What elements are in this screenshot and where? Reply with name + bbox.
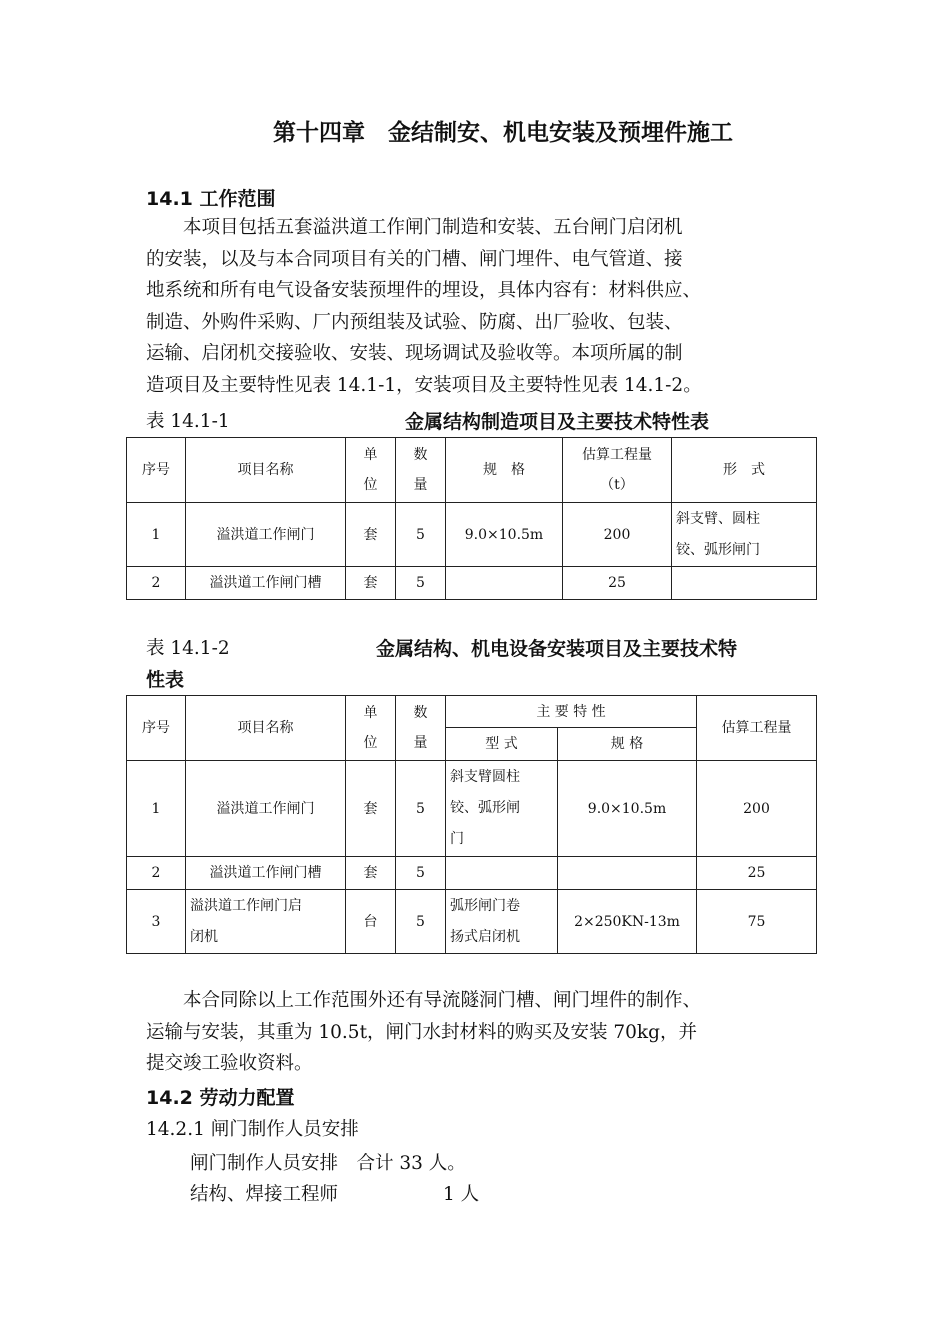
cell-unit: 台 [346,890,396,954]
cell-unit: 套 [346,857,396,890]
cell-no: 2 [127,857,186,890]
table-header-row [127,696,817,728]
header-qty: 数 量 [396,696,446,761]
cell-qty: 5 [396,761,446,857]
cell-weight: 75 [697,890,817,954]
header-main-features: 主 要 特 性 [446,696,697,728]
table-row [127,761,817,857]
table-manufacturing [126,437,817,600]
cell-unit: 套 [346,503,396,567]
header-weight: 估算工程量 [697,696,817,761]
cell-name: 溢洪道工作闸门 [186,761,346,857]
cell-form: 斜支臂、圆柱 铰、弧形闸门 [672,503,817,567]
cell-type: 弧形闸门卷 扬式启闭机 [446,890,558,954]
paragraph-line: 地系统和所有电气设备安装预埋件的埋设，具体内容有：材料供应、 [146,280,702,301]
paragraph-line: 运输与安装，其重为 10.5t，闸门水封材料的购买及安装 70kg，并 [146,1021,697,1043]
cell-spec: 9.0×10.5m [558,761,697,857]
cell-weight: 200 [563,503,672,567]
cell-name: 溢洪道工作闸门槽 [186,567,346,600]
header-spec: 规 格 [558,728,697,761]
cell-qty: 5 [396,890,446,954]
section-heading-14-1: 14.1 工作范围 [146,188,276,210]
staff-role: 结构、焊接工程师 [190,1184,339,1205]
header-type: 型 式 [446,728,558,761]
cell-type [446,857,558,890]
header-unit: 单 位 [346,438,396,503]
table1-title: 金属结构制造项目及主要技术特性表 [405,411,710,433]
header-qty: 数 量 [396,438,446,503]
header-weight: 估算工程量 （t） [563,438,672,503]
paragraph-line: 的安装，以及与本合同项目有关的门槽、闸门埋件、电气管道、接 [146,248,683,270]
scope-paragraph [146,212,826,401]
table-row [127,857,817,890]
cell-spec: 2×250KN-13m [558,890,697,954]
header-no: 序号 [127,696,186,761]
table-installation [126,695,817,954]
cell-weight: 25 [563,567,672,600]
cell-no: 3 [127,890,186,954]
table-row [127,567,817,600]
table-row [127,503,817,567]
cell-unit: 套 [346,761,396,857]
paragraph-line: 提交竣工验收资料。 [146,1053,313,1074]
cell-spec [558,857,697,890]
cell-form [672,567,817,600]
table2-label: 表 14.1-2 [146,638,230,659]
cell-name: 溢洪道工作闸门槽 [186,857,346,890]
staff-count: 1 人 [443,1184,480,1205]
header-name: 项目名称 [186,696,346,761]
cell-name: 溢洪道工作闸门 [186,503,346,567]
table1-label: 表 14.1-1 [146,411,230,432]
paragraph-line: 运输、启闭机交接验收、安装、现场调试及验收等。本项所属的制 [146,343,683,364]
cell-no: 2 [127,567,186,600]
paragraph-line: 本合同除以上工作范围外还有导流隧洞门槽、闸门埋件的制作、 [146,990,702,1011]
paragraph-line: 造项目及主要特性见表 14.1-1，安装项目及主要特性见表 14.1-2。 [146,374,702,396]
extra-scope-paragraph [146,985,826,1080]
paragraph-line: 制造、外购件采购、厂内预组装及试验、防腐、出厂验收、包装、 [146,311,683,333]
header-name: 项目名称 [186,438,346,503]
table2-title-cont: 性表 [146,669,185,691]
table-header-row [127,438,817,503]
cell-weight: 25 [697,857,817,890]
cell-spec [446,567,563,600]
header-no: 序号 [127,438,186,503]
staff-total-line: 闸门制作人员安排 合计 33 人。 [190,1153,466,1174]
table2-title: 金属结构、机电设备安装项目及主要技术特 [376,638,738,660]
cell-name: 溢洪道工作闸门启 闭机 [186,890,346,954]
cell-unit: 套 [346,567,396,600]
section-heading-14-2: 14.2 劳动力配置 [146,1087,295,1109]
cell-type: 斜支臂圆柱 铰、弧形闸 门 [446,761,558,857]
cell-weight: 200 [697,761,817,857]
cell-qty: 5 [396,567,446,600]
chapter-title: 第十四章 金结制安、机电安装及预埋件施工 [273,120,733,146]
header-unit: 单 位 [346,696,396,761]
cell-qty: 5 [396,503,446,567]
cell-spec: 9.0×10.5m [446,503,563,567]
header-form: 形 式 [672,438,817,503]
cell-qty: 5 [396,857,446,890]
table-row [127,890,817,954]
cell-no: 1 [127,503,186,567]
cell-no: 1 [127,761,186,857]
subsection-heading-14-2-1: 14.2.1 闸门制作人员安排 [146,1119,359,1140]
header-spec: 规 格 [446,438,563,503]
paragraph-line: 本项目包括五套溢洪道工作闸门制造和安装、五台闸门启闭机 [146,217,683,238]
